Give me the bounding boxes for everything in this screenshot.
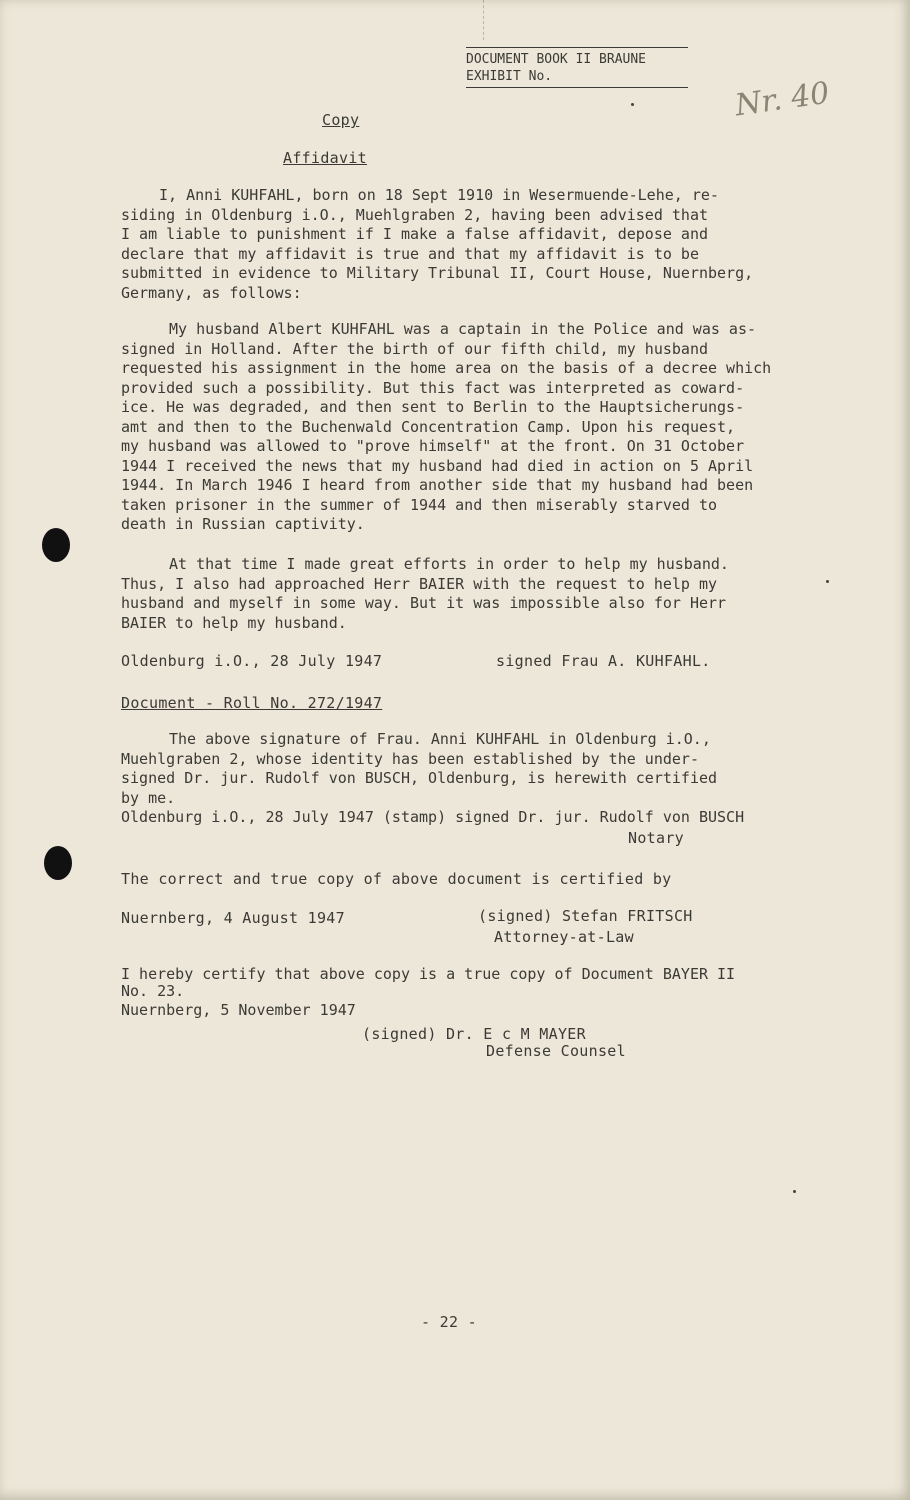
paragraph-line: siding in Oldenburg i.O., Muehlgraben 2, having been advised that xyxy=(121,205,708,224)
signature-signed: signed Frau A. KUHFAHL. xyxy=(496,652,711,670)
punch-hole xyxy=(44,846,72,880)
paragraph-line: 1944. In March 1946 I heard from another side that my husband had been xyxy=(121,476,754,494)
paragraph-line: 1944 I received the news that my husband had died in action on 5 April xyxy=(121,456,754,475)
final-signed: (signed) Dr. E c M MAYER xyxy=(362,1025,586,1043)
header-bottom-rule xyxy=(466,87,688,88)
copy-label: Copy xyxy=(322,111,360,129)
paragraph-line: No. 23. xyxy=(121,982,185,1000)
paragraph-line: I am liable to punishment if I make a false affidavit, depose and xyxy=(121,225,708,243)
final-certification xyxy=(121,966,735,1019)
fritsch-signed: (signed) Stefan FRITSCH xyxy=(478,907,693,925)
fold-mark xyxy=(483,0,485,40)
paragraph-line: submitted in evidence to Military Tribunal II, Court House, Nuernberg, xyxy=(121,264,754,282)
paragraph-line: provided such a possibility. But this fact was interpreted as coward- xyxy=(121,378,745,397)
final-title: Defense Counsel xyxy=(486,1042,626,1060)
paragraph-line: amt and then to the Buchenwald Concentration Camp. Upon his request, xyxy=(121,417,736,436)
speck xyxy=(826,580,829,583)
speck xyxy=(631,103,634,106)
paragraph-1 xyxy=(121,186,753,303)
page-number: - 22 - xyxy=(421,1313,477,1331)
punch-hole xyxy=(42,528,70,562)
certified-line: The correct and true copy of above document is certified by xyxy=(121,870,672,888)
paragraph-line: taken prisoner in the summer of 1944 and then miserably starved to xyxy=(121,495,718,514)
paragraph-line: requested his assignment in the home area on the basis of a decree which xyxy=(121,359,772,377)
paragraph-line: I, Anni KUHFAHL, born on 18 Sept 1910 in Wesermuende-Lehe, re- xyxy=(159,186,719,204)
roll-heading: Document - Roll No. 272/1947 xyxy=(121,694,383,712)
paragraph-4 xyxy=(121,730,744,828)
paragraph-line: signed in Holland. After the birth of our fifth child, my husband xyxy=(121,339,708,358)
paragraph-line: my husband was allowed to "prove himself" at the front. On 31 October xyxy=(121,437,745,455)
paragraph-line: Oldenburg i.O., 28 July 1947 (stamp) signed Dr. jur. Rudolf von BUSCH xyxy=(121,808,745,826)
paragraph-line: The above signature of Frau. Anni KUHFAHL in Oldenburg i.O., xyxy=(169,730,711,748)
handwritten-note: Nr. 40 xyxy=(733,75,832,124)
header-line-1: DOCUMENT BOOK II BRAUNE xyxy=(466,52,647,67)
paragraph-line: Germany, as follows: xyxy=(121,283,302,302)
paragraph-line: ice. He was degraded, and then sent to Berlin to the Hauptsicherungs- xyxy=(121,398,745,416)
paragraph-line: My husband Albert KUHFAHL was a captain in the Police and was as- xyxy=(169,320,756,338)
paragraph-line: declare that my affidavit is true and that my affidavit is to be xyxy=(121,244,699,263)
signature-place-date: Oldenburg i.O., 28 July 1947 xyxy=(121,652,383,670)
paragraph-line: signed Dr. jur. Rudolf von BUSCH, Oldenburg, is herewith certified xyxy=(121,769,718,787)
paragraph-line: BAIER to help my husband. xyxy=(121,613,347,632)
paragraph-line: Thus, I also had approached Herr BAIER with the request to help my xyxy=(121,574,718,593)
paragraph-2 xyxy=(121,320,771,535)
paragraph-line: Muehlgraben 2, whose identity has been established by the under- xyxy=(121,749,699,768)
document-title: Affidavit xyxy=(283,149,367,167)
notary-title: Notary xyxy=(628,829,684,847)
speck xyxy=(793,1190,796,1193)
paragraph-3 xyxy=(121,555,729,633)
fritsch-title: Attorney-at-Law xyxy=(494,928,634,946)
paragraph-line: Nuernberg, 5 November 1947 xyxy=(121,1001,356,1019)
header-top-rule xyxy=(466,47,688,48)
exhibit-header xyxy=(466,47,688,88)
header-line-2: EXHIBIT No. xyxy=(466,69,553,84)
paragraph-line: by me. xyxy=(121,788,176,807)
paragraph-line: At that time I made great efforts in order to help my husband. xyxy=(169,555,729,573)
paragraph-line: husband and myself in some way. But it was impossible also for Herr xyxy=(121,594,727,612)
paragraph-line: I hereby certify that above copy is a true copy of Document BAYER II xyxy=(121,965,736,983)
nuernberg-date: Nuernberg, 4 August 1947 xyxy=(121,909,345,927)
paragraph-line: death in Russian captivity. xyxy=(121,515,365,533)
